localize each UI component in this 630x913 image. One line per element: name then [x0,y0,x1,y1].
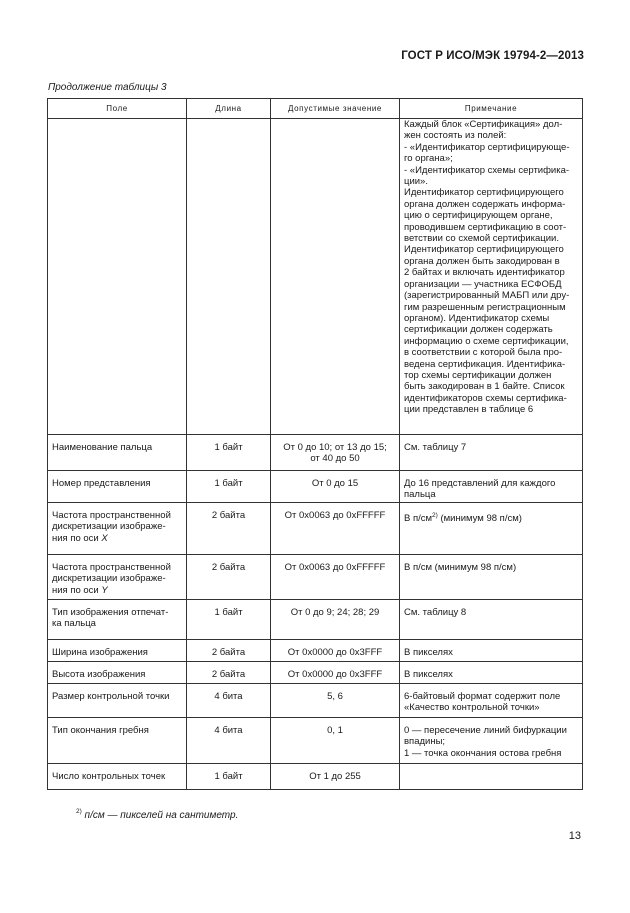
values-cell [271,471,400,503]
field-text: Номер представления [52,478,151,489]
text-line: идентификаторов схемы сертифика- [404,392,567,404]
note-cell [400,471,583,503]
values-cell [271,600,400,640]
text-line: пальца [404,489,436,501]
spec-table [47,98,583,790]
field-cell [48,662,187,684]
length-cell: 1 байт [187,471,271,503]
note-cell [400,555,583,600]
table-row [48,600,583,640]
text-line [52,510,182,521]
text-line: ции». [404,176,428,188]
length-cell: 1 байт [187,600,271,640]
text-line: - «Идентификатор схемы сертифика- [404,164,570,176]
text-line [52,691,182,702]
length-cell: 1 байт [187,764,271,790]
text-line: органа должен быть закодирован в [404,255,560,267]
text-line: До 16 представлений для каждого [404,478,556,489]
text-line: жен состоять из полей: [404,130,507,142]
footnote-text: п/см — пикселей на сантиметр. [81,810,239,821]
text-line [52,647,182,658]
field-text: Высота изображения [52,669,146,680]
text-line [52,478,182,489]
text-line [52,562,182,573]
text-line [52,607,182,618]
text-line: ции представлен в таблице 6 [404,404,534,416]
text-line: информацию о схеме сертификации, [404,335,569,347]
standard-designation: ГОСТ Р ИСО/МЭК 19794-2—2013 [401,50,584,62]
field-text: ния по оси [52,584,102,596]
values-cell [271,662,400,684]
column-header-field: Поле [48,99,187,119]
values-cell [271,764,400,790]
text-line: «Качество контрольной точки» [404,702,540,714]
table-row [48,764,583,790]
note-cell [400,662,583,684]
footnote-mark: 2) [76,808,82,815]
field-text: Тип окончания гребня [52,725,149,736]
text-line: От 0 до 15 [311,478,359,489]
note-cell [400,435,583,471]
axis-label: X [101,532,108,544]
text-line: Каждый блок «Сертификация» дол- [404,119,563,130]
text-line: От 0x0000 до 0x3FFF [287,647,383,658]
text-line: сертификации должен содержать [404,324,553,336]
values-cell [271,503,400,555]
table-row [48,435,583,471]
text-line: 1 — точка окончания остова гребня [404,747,562,759]
text-line: От 0x0000 до 0x3FFF [287,669,383,680]
text-line: тор схемы сертификации должен [404,369,552,381]
footnote [76,808,238,821]
footnote-reference: 2) [432,512,438,519]
axis-label: Y [101,584,108,596]
length-cell: 2 байта [187,662,271,684]
text-line: органа должен содержать информа- [404,198,566,210]
column-header-values: Допустимые значение [271,99,400,119]
text-line [52,618,182,629]
text-line [52,771,182,782]
text-line: В пикселях [404,669,453,680]
note-text: (минимум 98 п/см) [437,513,522,524]
note-cell [400,119,583,435]
column-header-note: Примечание [400,99,583,119]
field-text: дискретизации изображе- [52,573,166,585]
table-row [48,471,583,503]
text-line: От 0x0063 до 0xFFFFF [284,562,386,573]
text-line: 2 байтах и включать идентификатор [404,267,565,279]
certification-note [404,119,578,416]
text-line [52,669,182,680]
text-line: От 0x0063 до 0xFFFFF [284,510,386,521]
length-cell: 2 байта [187,640,271,662]
field-text: дискретизации изображе- [52,521,166,533]
field-text: Частота пространственной [52,562,171,573]
text-line: Идентификатор сертифицирующего [404,244,564,256]
text-line: От 1 до 255 [309,771,361,782]
field-cell [48,640,187,662]
values-cell [271,640,400,662]
field-text: Тип изображения отпечат- [52,607,169,618]
table-row [48,718,583,764]
text-line [52,521,182,532]
note-cell [400,503,583,555]
values-cell [271,435,400,471]
note-cell [400,764,583,790]
text-line: Идентификатор сертифицирующего [404,187,564,199]
note-text: В п/см [404,513,433,524]
text-line: го органа»; [404,153,453,165]
length-cell [187,119,271,435]
text-line [52,533,182,544]
text-line: 6-байтовый формат содержит поле [404,691,561,702]
text-line: ведена сертификация. Идентифика- [404,358,566,370]
table-row [48,662,583,684]
field-cell [48,555,187,600]
note-cell [400,718,583,764]
field-text: Наименование пальца [52,442,153,453]
table-header-row [48,99,583,119]
note-cell [400,600,583,640]
text-line: 5, 6 [327,691,343,702]
note-cell [400,640,583,662]
table-row [48,640,583,662]
table-row [48,684,583,718]
text-line: цию о сертифицирующем органе, [404,210,553,222]
length-cell: 2 байта [187,555,271,600]
length-cell: 4 бита [187,718,271,764]
text-line: В пикселях [404,647,453,658]
text-line: См. таблицу 7 [404,442,467,453]
field-text: Число контрольных точек [52,771,166,782]
field-text: Размер контрольной точки [52,691,170,702]
text-line: В п/см (минимум 98 п/см) [404,562,517,573]
text-line: гим разрешенным регистрационным [404,301,566,313]
note-cell [400,684,583,718]
text-line: от 40 до 50 [310,453,360,465]
text-line: (зарегистрированный МАБП или дру- [404,290,570,302]
text-line [52,573,182,584]
field-cell [48,471,187,503]
field-text: Ширина изображения [52,647,148,658]
text-line: организации — участника ЕСФОБД [404,278,562,290]
text-line: быть закодирован в 1 байте. Список [404,381,565,393]
text-line: - «Идентификатор сертифицирующе- [404,141,570,153]
table-row [48,503,583,555]
field-cell [48,764,187,790]
text-line [404,510,578,524]
field-text: Частота пространственной [52,510,171,521]
text-line: От 0 до 10; от 13 до 15; [283,442,387,453]
values-cell [271,119,400,435]
field-cell [48,435,187,471]
text-line [52,725,182,736]
field-text: ния по оси [52,532,102,544]
length-cell: 1 байт [187,435,271,471]
text-line: 0 — пересечение линий бифуркации [404,725,567,736]
column-header-length: Длина [187,99,271,119]
text-line: От 0 до 9; 24; 28; 29 [290,607,380,618]
table-continuation-caption: Продолжение таблицы 3 [48,82,167,93]
text-line: в соответствии с которой была про- [404,347,563,359]
text-line: впадины; [404,736,446,748]
length-cell: 2 байта [187,503,271,555]
length-cell: 4 бита [187,684,271,718]
text-line: проводившем сертификацию в соот- [404,221,567,233]
field-cell [48,718,187,764]
field-cell [48,684,187,718]
text-line: См. таблицу 8 [404,607,467,618]
text-line: ветствии со схемой сертификации. [404,233,560,245]
text-line: 0, 1 [327,725,343,736]
text-line [52,585,182,596]
field-text: ка пальца [52,618,96,630]
values-cell [271,718,400,764]
field-cell [48,119,187,435]
table-row [48,119,583,435]
values-cell [271,555,400,600]
table-row [48,555,583,600]
page-number: 13 [568,830,581,842]
text-line: органом). Идентификатор схемы [404,312,550,324]
text-line [52,442,182,453]
values-cell [271,684,400,718]
field-cell [48,503,187,555]
field-cell [48,600,187,640]
